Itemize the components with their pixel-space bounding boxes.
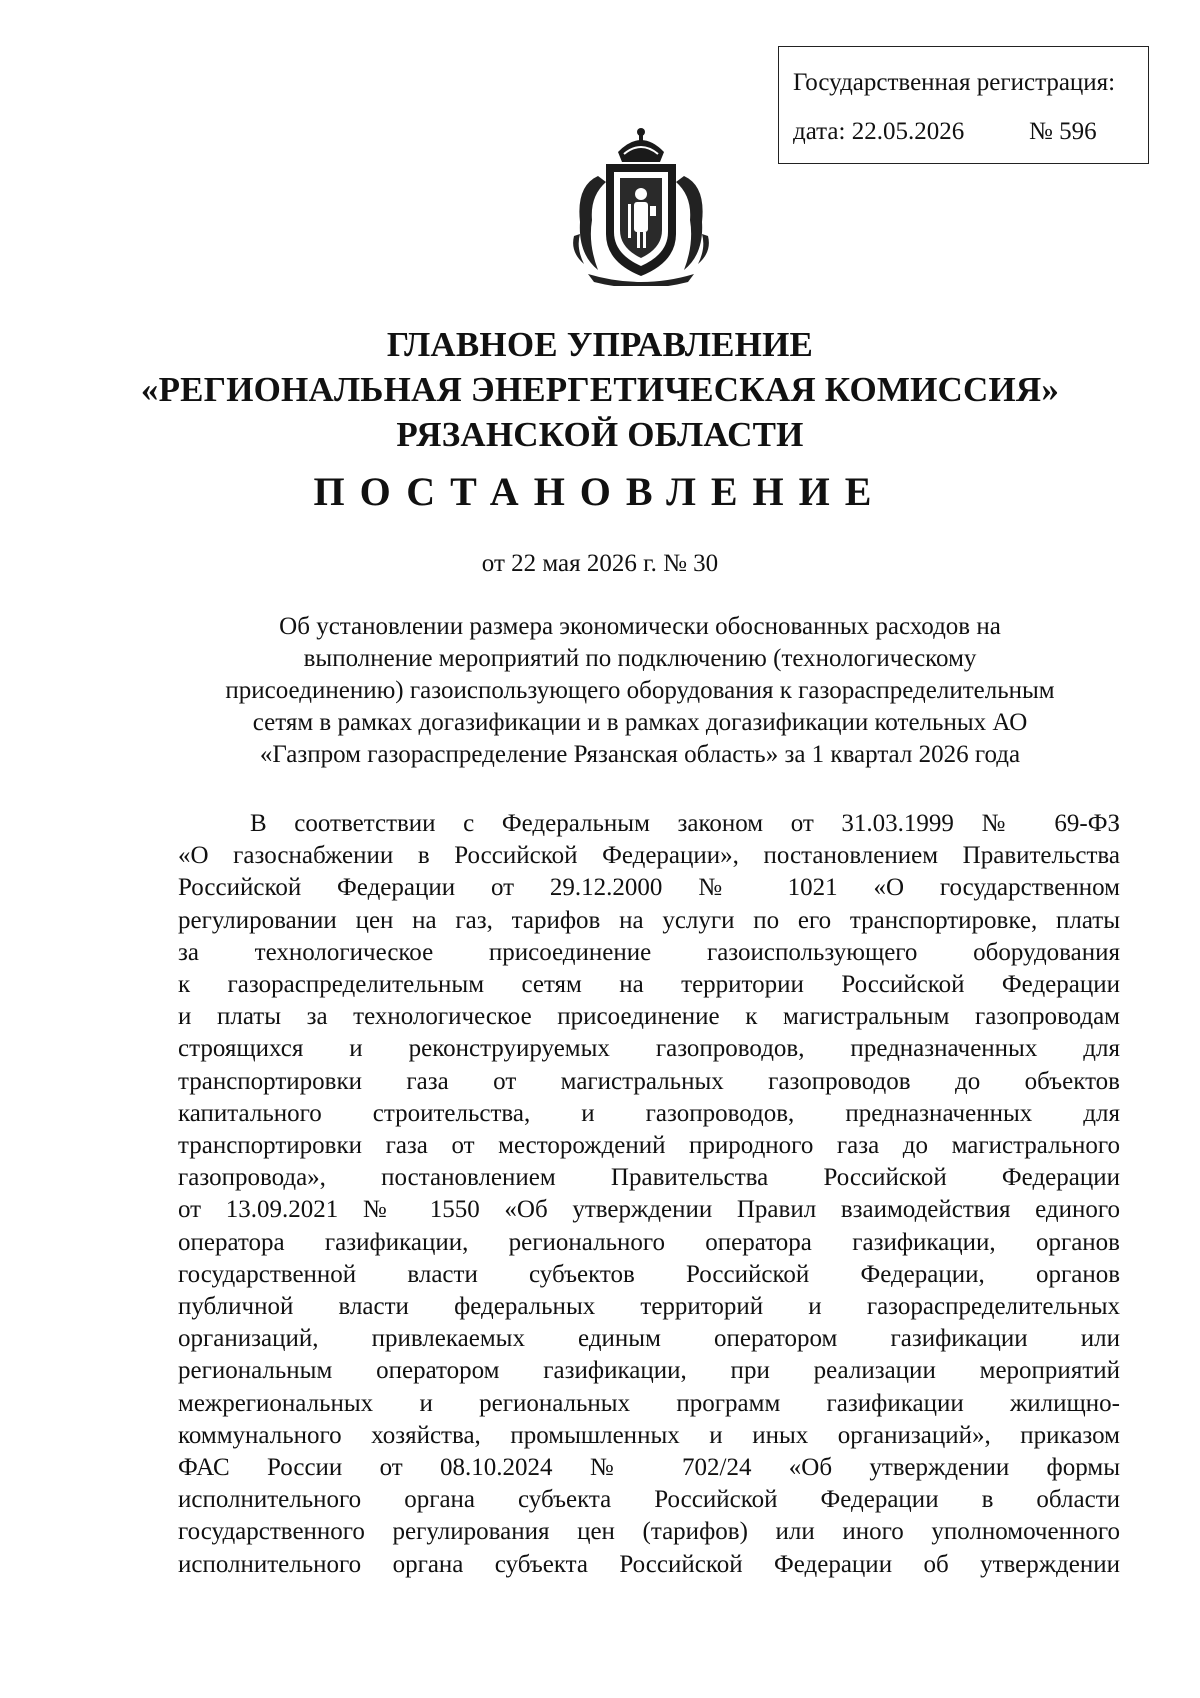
body-line: В соответствии с Федеральным законом от 31.03.1999 № 69-ФЗ: [250, 810, 1120, 837]
body-line: к газораспределительным сетям на территории Российской Федерации: [178, 971, 1120, 999]
body-line: межрегиональных и региональных программ газификации жилищно-: [178, 1389, 1120, 1417]
body-line: и платы за технологическое присоединение к магистральным газопроводам: [178, 1003, 1120, 1031]
registration-number: № 596: [1029, 118, 1097, 145]
body-line: исполнительного органа субъекта Российской Федерации в области: [178, 1486, 1120, 1514]
organization-name: [100, 322, 1100, 457]
document-date-number: от 22 мая 2026 г. № 30: [481, 550, 719, 577]
body-line: газопровода», постановлением Правительства Российской Федерации: [178, 1164, 1120, 1192]
subject-line: «Газпром газораспределение Рязанская область» за 1 квартал 2026 года: [259, 741, 1021, 768]
body-line: государственной власти субъектов Российской Федерации, органов: [178, 1260, 1120, 1288]
document-type: ПОСТАНОВЛЕНИЕ: [313, 469, 887, 514]
org-line-1: ГЛАВНОЕ УПРАВЛЕНИЕ: [386, 325, 814, 364]
ryazan-coat-of-arms-icon: [568, 124, 714, 286]
body-line: капитального строительства, и газопроводов, предназначенных для: [178, 1099, 1120, 1127]
document-subject: [160, 611, 1120, 771]
body-line: публичной власти федеральных территорий и газораспределительных: [178, 1293, 1120, 1321]
body-line: исполнительного органа субъекта Российской Федерации об утверждении: [178, 1550, 1120, 1578]
registration-title: Государственная регистрация:: [793, 69, 1116, 96]
org-line-2: «РЕГИОНАЛЬНАЯ ЭНЕРГЕТИЧЕСКАЯ КОМИССИЯ»: [140, 370, 1060, 409]
subject-line: присоединению) газоиспользующего оборудования к газораспределительным: [225, 677, 1055, 704]
subject-line: Об установлении размера экономически обоснованных расходов на: [279, 613, 1001, 640]
body-line: оператора газификации, регионального оператора газификации, органов: [178, 1228, 1120, 1256]
body-line: строящихся и реконструируемых газопроводов, предназначенных для: [178, 1035, 1120, 1063]
body-line: ФАС России от 08.10.2024 № 702/24 «Об утверждении формы: [178, 1454, 1120, 1482]
body-line: от 13.09.2021 № 1550 «Об утверждении Правил взаимодействия единого: [178, 1196, 1120, 1224]
body-line: транспортировки газа от месторождений природного газа до магистрального: [178, 1132, 1120, 1160]
body-line: Российской Федерации от 29.12.2000 № 1021 «О государственном: [178, 874, 1120, 902]
subject-line: выполнение мероприятий по подключению (технологическому: [303, 645, 977, 672]
registration-stamp: [778, 46, 1149, 164]
subject-line: сетям в рамках догазификации и в рамках догазификации котельных АО: [252, 709, 1028, 736]
body-line: транспортировки газа от магистральных газопроводов до объектов: [178, 1067, 1120, 1095]
registration-date: дата: 22.05.2026: [793, 118, 965, 145]
org-line-3: РЯЗАНСКОЙ ОБЛАСТИ: [396, 415, 804, 454]
body-line: регулировании цен на газ, тарифов на услуги по его транспортировке, платы: [178, 906, 1120, 934]
body-line: «О газоснабжении в Российской Федерации», постановлением Правительства: [178, 842, 1120, 870]
document-body: [178, 808, 1120, 1581]
body-line: за технологическое присоединение газоиспользующего оборудования: [178, 938, 1120, 966]
body-line: коммунального хозяйства, промышленных и иных организаций», приказом: [178, 1421, 1120, 1449]
body-line: региональным оператором газификации, при реализации мероприятий: [178, 1357, 1120, 1385]
body-line: государственного регулирования цен (тарифов) или иного уполномоченного: [178, 1518, 1120, 1546]
body-line: организаций, привлекаемых единым оператором газификации или: [178, 1325, 1120, 1353]
